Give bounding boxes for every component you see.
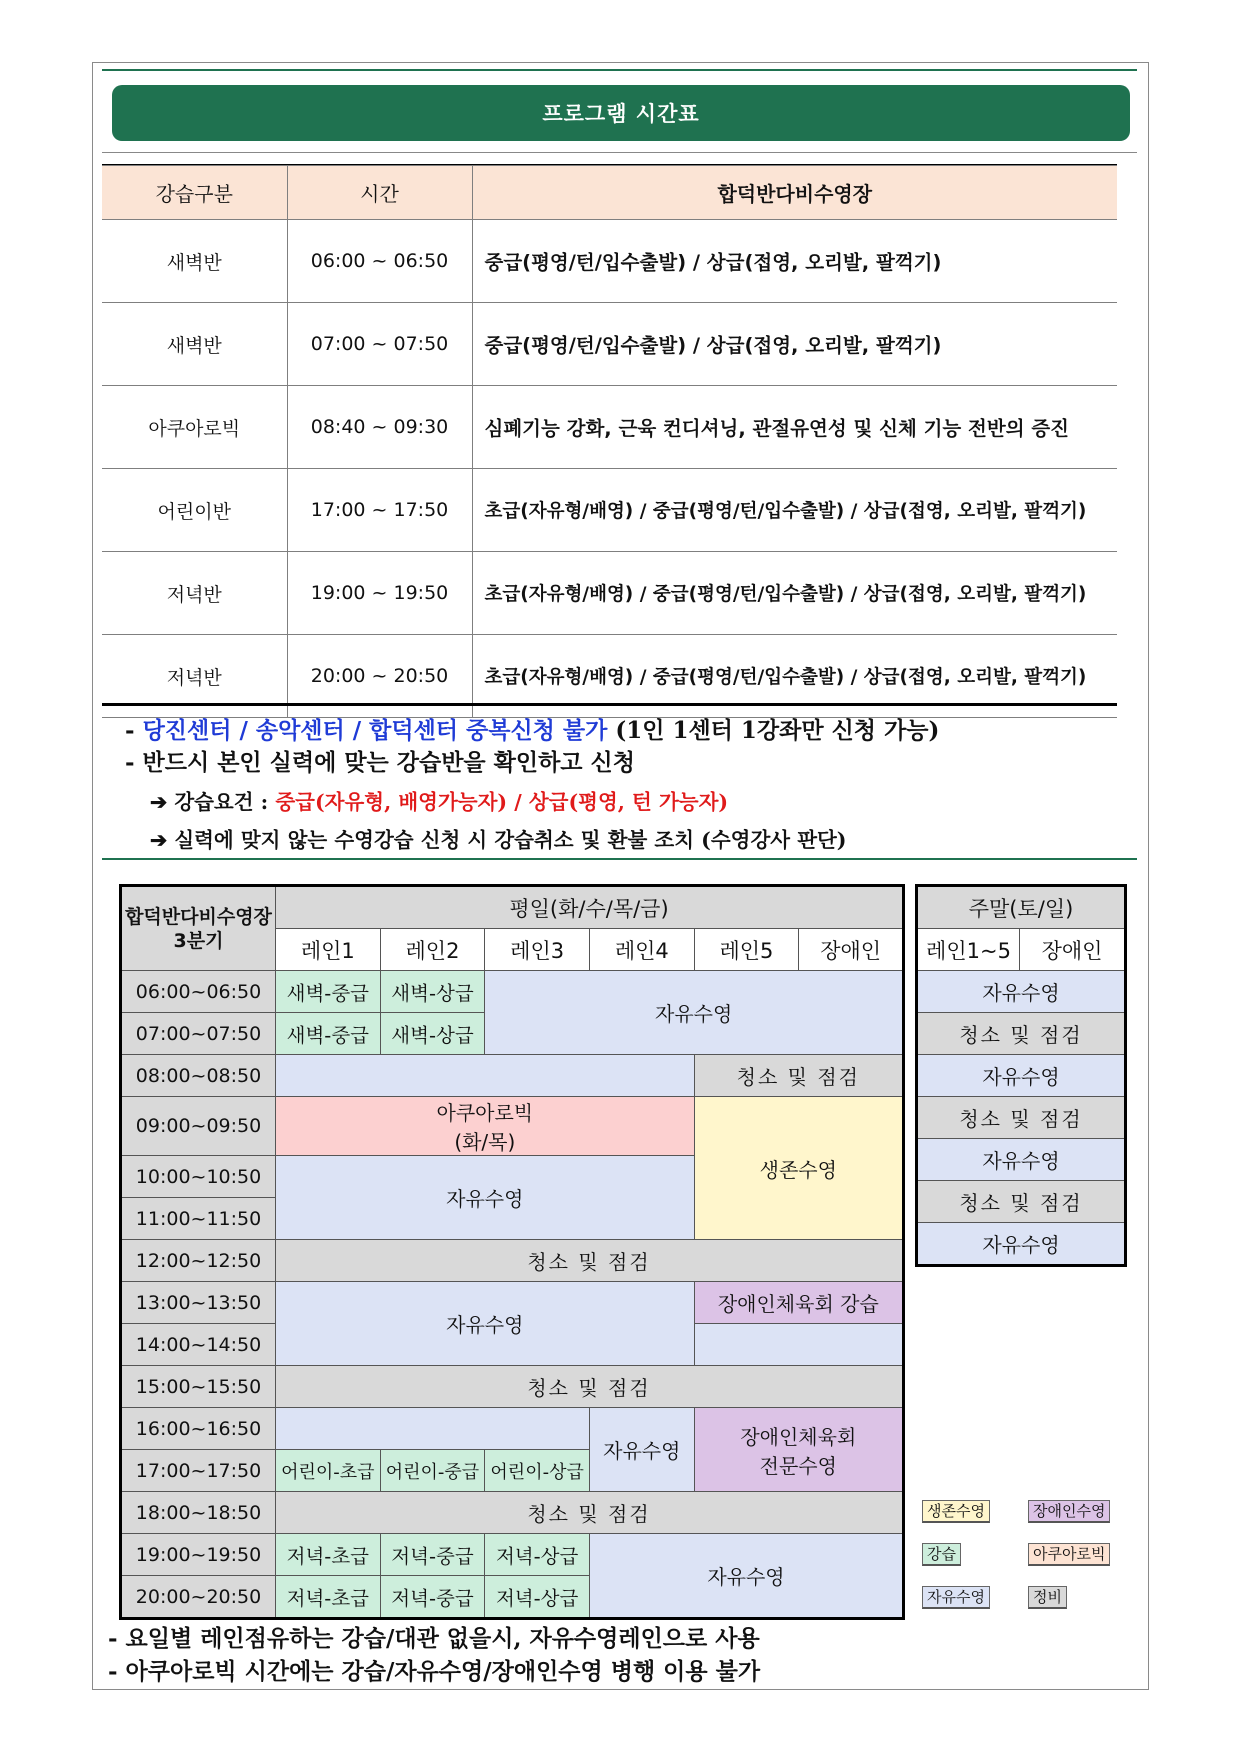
cleaning-cell: 청소 및 점검 [694, 1055, 903, 1097]
disabled-class-cell: 장애인체육회 강습 [694, 1282, 903, 1324]
class-cell: 어린이-중급 [380, 1450, 485, 1492]
class-cell: 저녁-중급 [380, 1576, 485, 1619]
aquarobic-label: 아쿠아로빅 [436, 1101, 534, 1125]
program-category: 저녁반 [102, 635, 287, 718]
time-slot: 14:00~14:50 [121, 1324, 276, 1366]
class-cell: 새벽-중급 [276, 971, 381, 1013]
corner-venue: 합덕반다비수영장 [125, 905, 272, 928]
weekend-header: 주말(토/일) [917, 886, 1126, 929]
notes [125, 715, 939, 859]
time-slot: 20:00~20:50 [121, 1576, 276, 1619]
program-category: 어린이반 [102, 469, 287, 552]
legend-survival: 생존수영 [922, 1500, 990, 1523]
time-slot: 13:00~13:50 [121, 1282, 276, 1324]
program-category: 새벽반 [102, 220, 287, 303]
free-swim-cell: 자유수영 [589, 1534, 903, 1619]
program-time: 20:00 ~ 20:50 [287, 635, 472, 718]
free-swim-cell: 자유수영 [485, 971, 904, 1055]
time-slot: 11:00~11:50 [121, 1198, 276, 1240]
class-cell: 저녁-초급 [276, 1576, 381, 1619]
cleaning-cell: 청소 및 점검 [917, 1181, 1126, 1223]
note-line-1 [125, 715, 939, 747]
program-table [102, 165, 1117, 718]
disabled-pro-label: 장애인체육회 [740, 1424, 857, 1449]
lane-header: 레인4 [589, 929, 694, 971]
table-row [102, 552, 1117, 635]
cleaning-cell: 청소 및 점검 [917, 1097, 1126, 1139]
table-row [102, 220, 1117, 303]
program-table-bottom-rule [102, 703, 1117, 706]
lane-header: 레인3 [485, 929, 590, 971]
note-dash: - [125, 717, 143, 744]
banner-title: 프로그램 시간표 [112, 85, 1130, 141]
cleaning-cell: 청소 및 점검 [276, 1492, 904, 1534]
time-slot: 19:00~19:50 [121, 1534, 276, 1576]
time-slot: 18:00~18:50 [121, 1492, 276, 1534]
time-slot: 16:00~16:50 [121, 1408, 276, 1450]
note-line-2: - 반드시 본인 실력에 맞는 강습반을 확인하고 신청 [125, 749, 635, 776]
legend-free-swim: 자유수영 [922, 1586, 990, 1609]
note-requirement-label: ➔ 강습요건 : [150, 790, 276, 814]
aquarobic-cell [276, 1097, 695, 1156]
class-cell: 어린이-초급 [276, 1450, 381, 1492]
program-time: 06:00 ~ 06:50 [287, 220, 472, 303]
program-time: 19:00 ~ 19:50 [287, 552, 472, 635]
time-slot: 17:00~17:50 [121, 1450, 276, 1492]
class-cell: 저녁-상급 [485, 1576, 590, 1619]
program-desc: 초급(자유형/배영) / 중급(평영/턴/입수출발) / 상급(접영, 오리발, 팔꺽기) [472, 469, 1117, 552]
legend-aquarobic: 아쿠아로빅 [1028, 1543, 1110, 1566]
free-swim-cell: 자유수영 [917, 1139, 1126, 1181]
class-cell: 새벽-중급 [276, 1013, 381, 1055]
blank-cell [276, 1055, 695, 1097]
notes-rule [102, 858, 1137, 860]
table-row [102, 469, 1117, 552]
time-slot: 09:00~09:50 [121, 1097, 276, 1156]
program-category: 새벽반 [102, 303, 287, 386]
lane-header: 장애인 [1020, 929, 1126, 971]
program-header-category: 강습구분 [102, 166, 287, 220]
note-duplicate-warning: 당진센터 / 송악센터 / 합덕센터 중복신청 불가 [142, 717, 608, 744]
weekday-schedule [119, 884, 905, 1620]
program-desc: 중급(평영/턴/입수출발) / 상급(접영, 오리발, 팔꺽기) [472, 303, 1117, 386]
blank-cell [694, 1324, 903, 1366]
free-swim-cell: 자유수영 [917, 1223, 1126, 1266]
weekday-header: 평일(화/수/목/금) [276, 886, 904, 929]
time-slot: 12:00~12:50 [121, 1240, 276, 1282]
top-rule [102, 69, 1137, 71]
program-desc: 중급(평영/턴/입수출발) / 상급(접영, 오리발, 팔꺽기) [472, 220, 1117, 303]
free-swim-cell: 자유수영 [917, 1055, 1126, 1097]
free-swim-cell: 자유수영 [276, 1156, 695, 1240]
lane-header: 레인1~5 [917, 929, 1020, 971]
class-cell: 새벽-상급 [380, 1013, 485, 1055]
free-swim-cell: 자유수영 [276, 1282, 695, 1366]
footer-notes [108, 1622, 760, 1688]
class-cell: 어린이-상급 [485, 1450, 590, 1492]
corner-quarter: 3분기 [173, 929, 224, 952]
cleaning-cell: 청소 및 점검 [917, 1013, 1126, 1055]
footer-line: - 요일별 레인점유하는 강습/대관 없을시, 자유수영레인으로 사용 [108, 1625, 760, 1652]
time-slot: 07:00~07:50 [121, 1013, 276, 1055]
note-one-center: (1인 1센터 1강좌만 신청 가능) [607, 717, 940, 744]
lane-header: 장애인 [799, 929, 904, 971]
program-desc: 초급(자유형/배영) / 중급(평영/턴/입수출발) / 상급(접영, 오리발, 팔꺽기) [472, 635, 1117, 718]
program-time: 07:00 ~ 07:50 [287, 303, 472, 386]
program-category: 아쿠아로빅 [102, 386, 287, 469]
free-swim-cell: 자유수영 [589, 1408, 694, 1492]
cleaning-cell: 청소 및 점검 [276, 1366, 904, 1408]
program-desc: 심폐기능 강화, 근육 컨디셔닝, 관절유연성 및 신체 기능 전반의 증진 [472, 386, 1117, 469]
legend-class: 강습 [922, 1543, 961, 1566]
class-cell: 저녁-중급 [380, 1534, 485, 1576]
table-row [102, 303, 1117, 386]
free-swim-cell: 자유수영 [917, 971, 1126, 1013]
program-desc: 초급(자유형/배영) / 중급(평영/턴/입수출발) / 상급(접영, 오리발, 팔꺽기) [472, 552, 1117, 635]
lane-header: 레인5 [694, 929, 799, 971]
weekend-schedule [915, 884, 1127, 1267]
note-sub-1 [150, 783, 939, 821]
table-row [102, 386, 1117, 469]
survival-swim-cell: 생존수영 [694, 1097, 903, 1240]
note-sub-2: ➔ 실력에 맞지 않는 수영강습 신청 시 강습취소 및 환불 조치 (수영강사 판단) [150, 828, 847, 852]
lane-header: 레인1 [276, 929, 381, 971]
class-cell: 새벽-상급 [380, 971, 485, 1013]
program-header-venue: 합덕반다비수영장 [472, 166, 1117, 220]
time-slot: 15:00~15:50 [121, 1366, 276, 1408]
program-category: 저녁반 [102, 552, 287, 635]
disabled-pro-sub: 전문수영 [759, 1453, 837, 1478]
legend-disabled: 장애인수영 [1028, 1500, 1110, 1523]
program-header-time: 시간 [287, 166, 472, 220]
footer-line: - 아쿠아로빅 시간에는 강습/자유수영/장애인수영 병행 이용 불가 [108, 1658, 761, 1685]
legend-maintenance: 정비 [1028, 1586, 1067, 1609]
disabled-pro-cell [694, 1408, 903, 1492]
aquarobic-days: (화/목) [454, 1130, 516, 1154]
time-slot: 06:00~06:50 [121, 971, 276, 1013]
blank-cell [276, 1408, 590, 1450]
class-cell: 저녁-상급 [485, 1534, 590, 1576]
cleaning-cell: 청소 및 점검 [276, 1240, 904, 1282]
time-slot: 10:00~10:50 [121, 1156, 276, 1198]
lane-header: 레인2 [380, 929, 485, 971]
banner-rule [102, 152, 1137, 153]
class-cell: 저녁-초급 [276, 1534, 381, 1576]
program-time: 17:00 ~ 17:50 [287, 469, 472, 552]
schedule-corner [121, 886, 276, 971]
note-requirement: 중급(자유형, 배영가능자) / 상급(평영, 턴 가능자) [275, 790, 729, 814]
time-slot: 08:00~08:50 [121, 1055, 276, 1097]
program-time: 08:40 ~ 09:30 [287, 386, 472, 469]
